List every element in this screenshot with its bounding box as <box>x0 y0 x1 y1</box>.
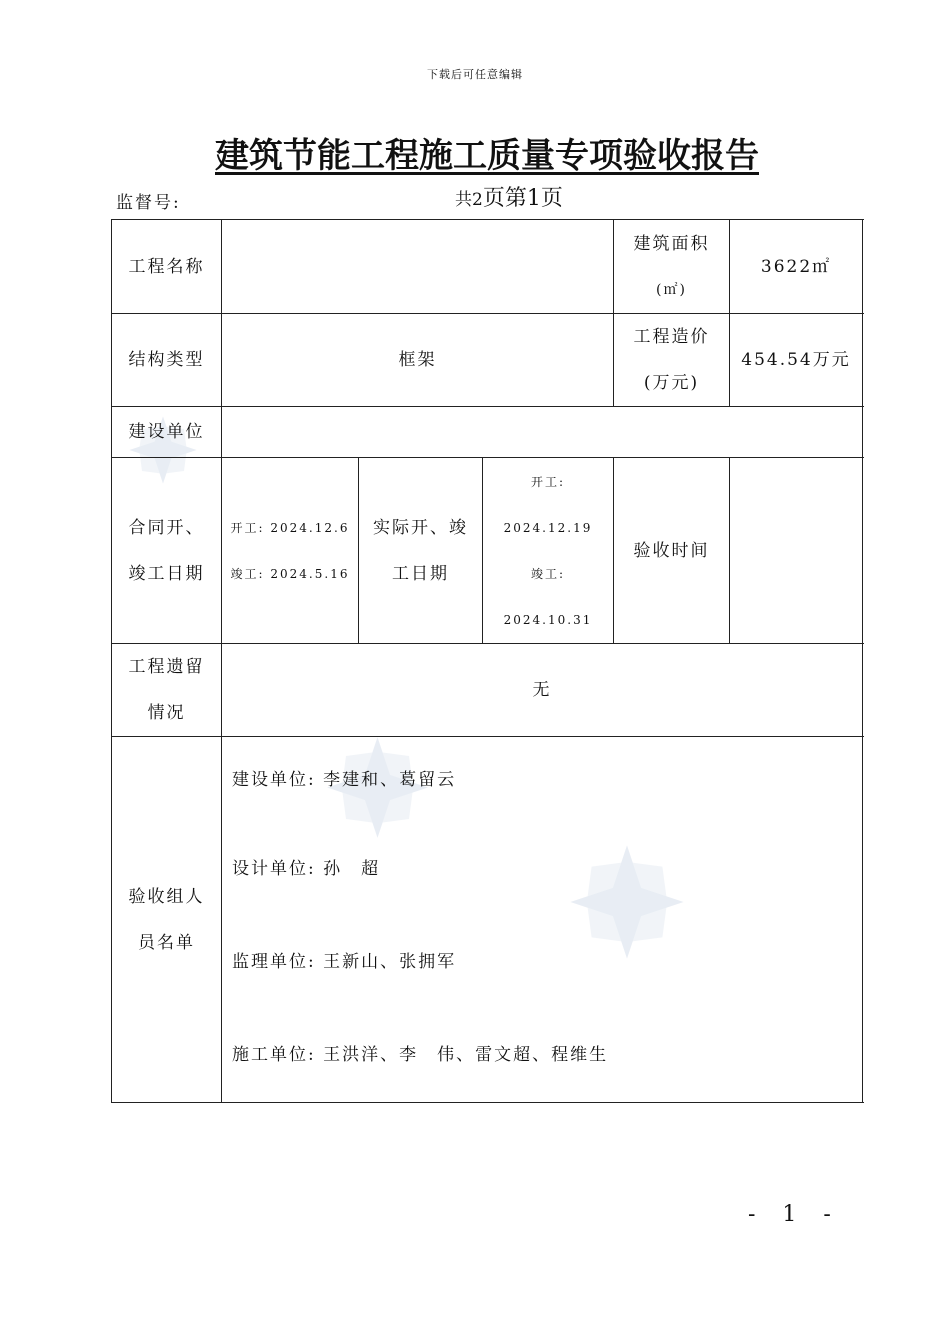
acceptance-time-value <box>730 458 863 644</box>
actual-dates-value <box>483 458 614 644</box>
page-info <box>455 181 563 212</box>
table-row <box>112 644 863 737</box>
cost-label-line1: 工程造价 <box>633 327 710 347</box>
actual-start-label: 开工: <box>530 474 566 489</box>
table-row <box>112 458 863 644</box>
page-suffix: 页 <box>540 186 563 211</box>
area-label-line1: 建筑面积 <box>633 233 710 254</box>
project-name-value <box>222 220 614 314</box>
area-value: 3622㎡ <box>730 220 863 314</box>
member-builder: 建设单位: 李建和、葛留云 <box>232 769 457 790</box>
members-label-line2: 员名单 <box>138 932 195 953</box>
page-total-prefix: 共 <box>455 190 472 210</box>
builder-value <box>222 407 863 458</box>
members-list <box>222 737 863 1103</box>
contract-dates-label <box>112 458 222 644</box>
legacy-label <box>112 644 222 737</box>
contract-dates-value <box>222 458 359 644</box>
cost-label-line2: (万元) <box>643 373 700 393</box>
actual-end-date: 2024.10.31 <box>503 612 593 627</box>
members-label-line1: 验收组人 <box>128 886 205 907</box>
table-row <box>112 314 863 407</box>
member-designer: 设计单位: 孙 超 <box>232 859 381 879</box>
contract-end: 竣工: 2024.5.16 <box>230 566 350 581</box>
acceptance-report-table <box>111 219 863 1103</box>
acceptance-time-label: 验收时间 <box>614 458 730 644</box>
member-supervisor: 监理单位: 王新山、张拥军 <box>232 952 457 972</box>
actual-label-line1: 实际开、竣 <box>373 517 468 538</box>
contract-start: 开工: 2024.12.6 <box>230 520 350 535</box>
legacy-label-line2: 情况 <box>147 703 186 723</box>
document-title: 建筑节能工程施工质量专项验收报告 <box>215 136 759 176</box>
contract-label-line2: 竣工日期 <box>128 563 205 584</box>
legacy-value: 无 <box>222 644 863 737</box>
table-row <box>112 737 863 1103</box>
cost-label <box>614 314 730 407</box>
page-number: - 1 - <box>748 1202 841 1227</box>
table-row <box>112 407 863 458</box>
contract-label-line1: 合同开、 <box>128 517 205 538</box>
structure-value: 框架 <box>222 314 614 407</box>
structure-label: 结构类型 <box>112 314 222 407</box>
page-mid: 页第 <box>482 186 527 211</box>
project-name-label: 工程名称 <box>112 220 222 314</box>
member-contractor: 施工单位: 王洪洋、李 伟、雷文超、程维生 <box>232 1045 609 1065</box>
legacy-label-line1: 工程遗留 <box>128 657 205 677</box>
members-label <box>112 737 222 1103</box>
area-label-line2: (㎡) <box>656 281 687 298</box>
actual-end-label: 竣工: <box>530 566 566 581</box>
builder-label: 建设单位 <box>112 407 222 458</box>
cost-value: 454.54万元 <box>730 314 863 407</box>
supervision-number-label: 监督号: <box>116 193 181 213</box>
actual-dates-label <box>359 458 483 644</box>
page-current: 1 <box>526 186 541 211</box>
area-label <box>614 220 730 314</box>
table-row <box>112 220 863 314</box>
page-total: 2 <box>472 190 483 210</box>
actual-label-line2: 工日期 <box>392 563 449 584</box>
header-note: 下载后可任意编辑 <box>427 68 523 81</box>
actual-start-date: 2024.12.19 <box>503 520 593 535</box>
